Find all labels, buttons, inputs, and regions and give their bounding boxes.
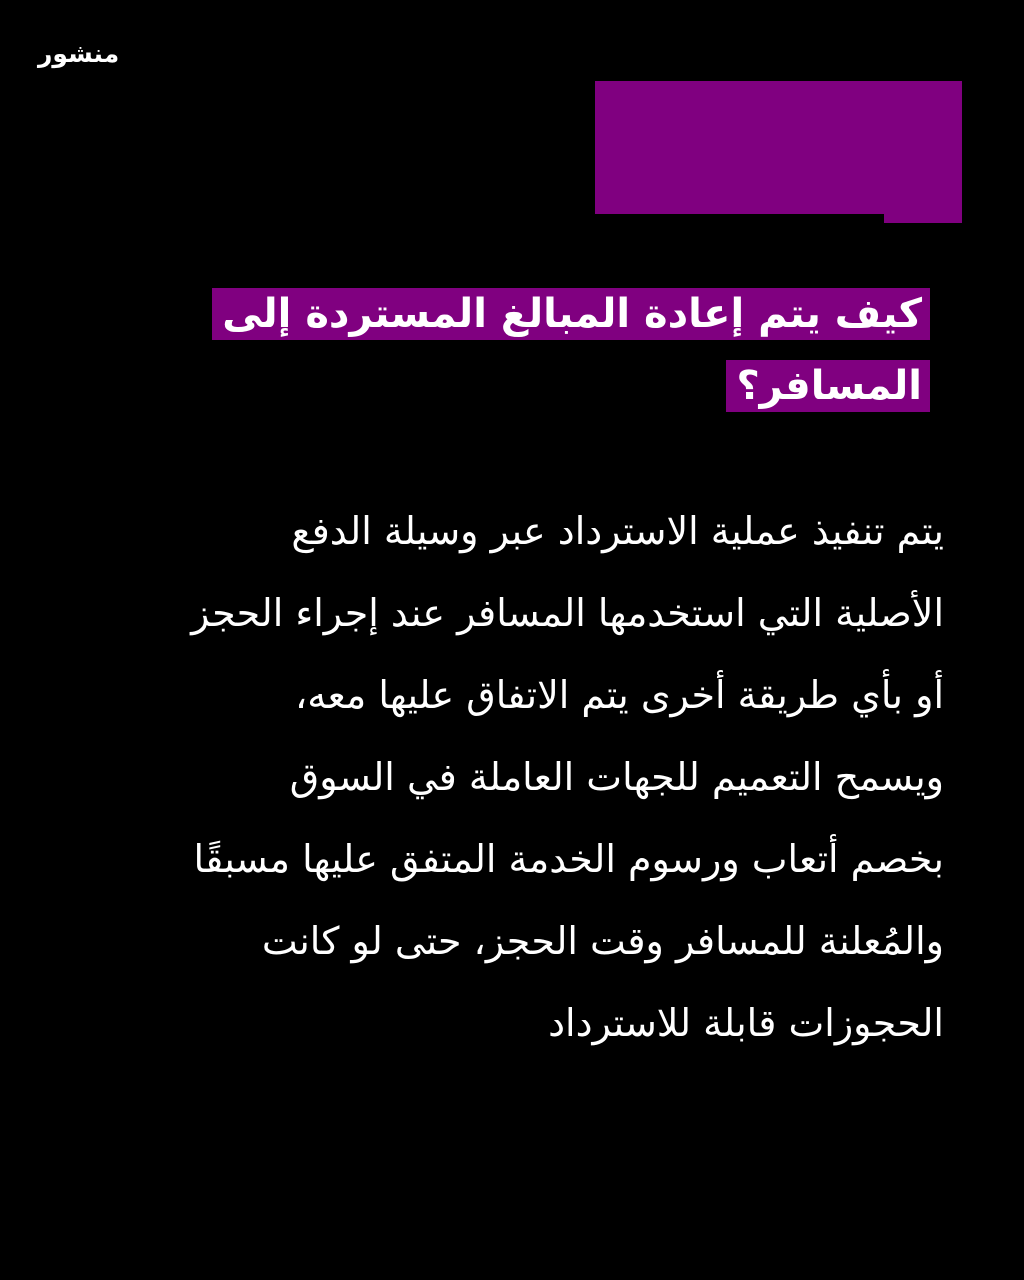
brand-logo: منشور <box>38 39 120 68</box>
body-line: الحجوزات قابلة للاسترداد <box>548 1001 944 1045</box>
decorative-purple-tab <box>884 214 962 223</box>
body-line: ويسمح التعميم للجهات العاملة في السوق <box>289 755 944 799</box>
body-line: بخصم أتعاب ورسوم الخدمة المتفق عليها مسبقًا <box>193 837 944 881</box>
body-line: والمُعلنة للمسافر وقت الحجز، حتى لو كانت <box>261 919 944 963</box>
body-line: أو بأي طريقة أخرى يتم الاتفاق عليها معه، <box>294 673 944 717</box>
body-paragraph <box>74 490 944 1064</box>
headline-line-2 <box>70 360 930 412</box>
headline <box>70 288 930 412</box>
decorative-purple-block <box>595 81 962 214</box>
headline-line-1 <box>70 288 930 340</box>
body-line: يتم تنفيذ عملية الاسترداد عبر وسيلة الدفع <box>291 509 944 553</box>
headline-text-2: المسافر؟ <box>726 360 930 412</box>
body-line: الأصلية التي استخدمها المسافر عند إجراء الحجز <box>191 591 944 635</box>
headline-text-1: كيف يتم إعادة المبالغ المستردة إلى <box>212 288 930 340</box>
